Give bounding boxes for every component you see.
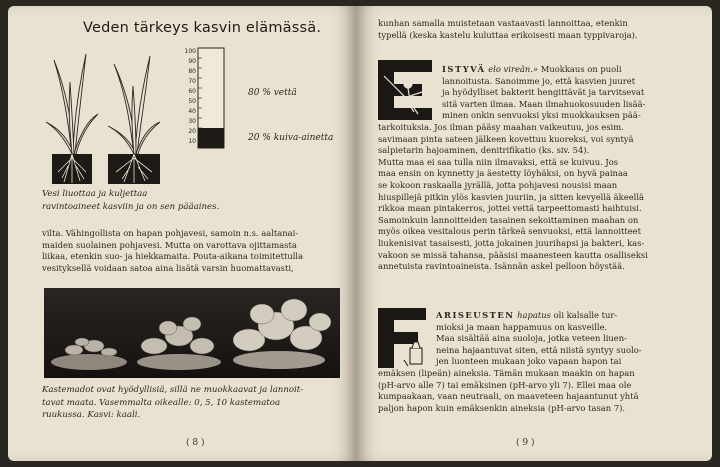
section1-head-lines: ISTYVÄ elo vireän.» Muokkaus on puoli lannoitusta. Sanoimme jo, että kasvien juuret ja hyödylliset bakterit hengittävät ja tarvitsevat sitä varten ilmaa. Maan ilmahuokosuuden lisää- minen onkin senvuoksi yksi muokkauksen pää- <box>442 64 646 121</box>
earthworm-pots-photo <box>44 288 340 378</box>
section2-head-lines: ARISEUSTEN hapatus oli kalsalle tur- mioksi ja maan happamuus on kasveille. Maa sisältää aina suoloja, jotka veteen liuen- neina hajaantuvat siten, että niistä syntyy suolo- jen luonteen mukaan joko vapaan hapon tai <box>436 310 642 367</box>
photo-caption: Kastemadot ovat hyödyllisiä, sillä ne muokkaavat ja lannoit- tavat maata. Vasemmalta oikealle: 0, 5, 10 kastematoa ruukussa. Kasvi: kaali. <box>42 385 304 420</box>
gauge-tick-label: 60 <box>188 88 196 95</box>
plants-illustration <box>42 42 162 187</box>
page-number-right: ( 9 ) <box>516 438 535 448</box>
gauge-tick-label: 70 <box>188 78 196 85</box>
gauge-tick-label: 30 <box>188 118 196 125</box>
section2-body: emäksen (lipeän) aineksia. Tämän mukaan maakin on hapan (pH-arvo alle 7) tai emäksinen (pH-arvo yli 7). Ellei maa ole kumpaakaan, vaan neutraali, on maaveteen hajaantunut yhtä paljon hapon kuin emäksenkin aineksia (pH-arvo tasan 7). <box>378 368 639 413</box>
section1-body: tarkoituksia. Jos ilman pääsy maahan vaikeutuu, jos esim. savimaan pinta sateen jälkeen kovettuu kuoreksi, voi syntyä salpietarin hajoaminen, denitrifikatio (ks. siv. 54). Mutta maa ei saa tulla niin ilmavaksi, että se kuivuu. Jos maa ensin on kynnetty ja äestetty löyhäksi, on hyvä painaa se kokoon raskaalla jyrällä, jotta pohjavesi nousisi maan hiuspillejä pitkin ylös kasvien juuriin, ja sitten kevyellä äkeellä rikkoa maan pintakerros, jottei vettä tarpeettomasti haihtuisi. Samoinkuin lannoitteiden tasainen sekoittaminen maahan on myös oikea vesitalous perin tärkeä senvuoksi, että lannoitteet liukenisivat tasaisesti, jotta jokainen juurihapsi ja bakteri, kas- vakoon se missä tahansa, pääsisi maanesteen kautta osalliseksi annetuista ravintoaineista. Isännän askel pelloon höystää. <box>378 122 648 272</box>
water-content-gauge <box>184 44 228 156</box>
gauge-tick-label: 20 <box>188 128 196 135</box>
left-page <box>8 6 356 461</box>
gauge-tick-label: 40 <box>188 108 196 115</box>
page-title: Veden tärkeys kasvin elämässä. <box>83 20 322 36</box>
plant-caption: Vesi liuottaa ja kuljettaa ravintoaineet kasviin ja on sen pääaines. <box>42 189 220 212</box>
page-number-left: ( 8 ) <box>186 438 205 448</box>
gauge-tick-label: 10 <box>188 138 196 145</box>
gauge-tick-label: 80 <box>188 68 196 75</box>
gauge-tick-label: 50 <box>188 98 196 105</box>
right-page <box>356 6 712 461</box>
drop-cap-e-illustration <box>374 56 436 124</box>
drop-cap-f-illustration <box>374 304 430 370</box>
right-top-text: kunhan samalla muistetaan vastaavasti lannoittaa, etenkin typellä (keska kastelu kuluttaa erikoisesti maan typpivaroja). <box>378 18 638 40</box>
gauge-label-water: 80 % vettä <box>248 88 297 98</box>
left-body-text: vilta. Vähingollista on hapan pohjavesi, samoin n.s. aaltanai- maiden suolainen pohjavesi. Mutta on varottava ojittamasta liikaa, etenkin suo- ja hiekkamaita. Pouta-aikana toimitettulla vesityksellä voidaan satoa aina lisätä varsin huomattavasti, <box>42 228 304 273</box>
gauge-label-dry: 20 % kuiva-ainetta <box>248 133 334 143</box>
gauge-tick-label: 90 <box>188 58 196 65</box>
gauge-tick-label: 100 <box>184 48 196 55</box>
